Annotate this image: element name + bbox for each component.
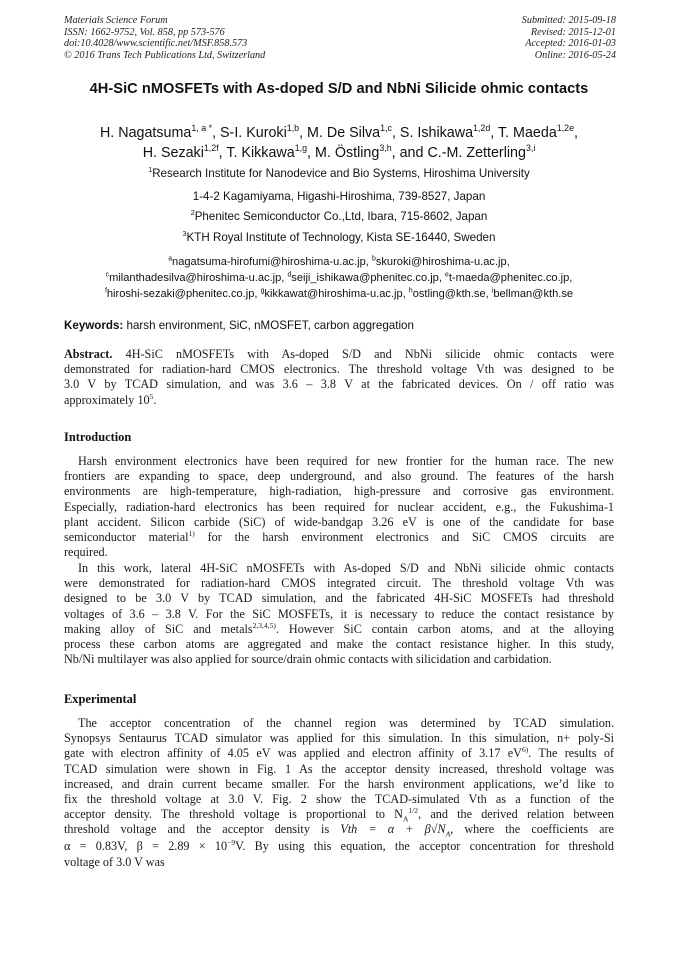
author-name: T. Kikkawa <box>226 145 295 161</box>
author-affil-marker: 1,g <box>294 143 308 154</box>
date-accepted: Accepted: 2016-01-03 <box>525 38 616 50</box>
affiliation-1-address: 1-4-2 Kagamiyama, Higashi-Hiroshima, 739-8527, Japan <box>192 190 486 203</box>
citation: 6) <box>521 745 529 755</box>
author-name: S. Ishikawa <box>399 125 474 141</box>
experimental-paragraph: The acceptor concentration of the channel region was determined by TCAD simulation. Synopsys Sentaurus TCAD simulator was applied for this simulation. In this simulation, n+ poly-Si gate with electron affinity of 4.05 eV was applied and electron affinity of 3.17 $eV^{6)}$. The results of TCAD simulation were shown in Fig. 1 As the acceptor density increased, threshold voltage was increased, and drain current became smaller. For the harsh environment applications, we’d like to fix the threshold voltage at 3.0 V. Fig. 2 show the TCAD-simulated Vth as a function of the acceptor density. The threshold voltage is proportional to $N_A^{1/2}$, and the derived relation between threshold voltage and the acceptor density is Vth = $\alpha + \beta√N_A$, where the coefficients are α = 0.83V, $\beta = 2.89 \times 10^{-9}V$. By using this equation, the acceptor concentration for threshold voltage of 3.0 V was <box>64 716 614 869</box>
email-line-1: $^a$nagatsuma-hirofumi@hiroshima-u.ac.jp, $^b$skuroki@hiroshima-u.ac.jp, <box>168 255 510 268</box>
journal-info <box>64 15 265 61</box>
citation: 2,3,4,5) <box>252 620 276 630</box>
author-line-1: H. Nagatsuma$^{1, a *}$, S-I. Kuroki$^{1,b}$, M. De Silva$^{1,c}$, S. Ishikawa$^{1,2d}$, T. Maeda$^{1,2e}$, <box>99 123 579 141</box>
author-affil-marker: 3,h <box>379 143 392 154</box>
author-name: H. Nagatsuma <box>99 125 192 141</box>
author-name: T. Maeda <box>497 125 557 141</box>
date-submitted: Submitted: 2015-09-18 <box>521 15 616 26</box>
email-link: ostling@kth.se, <box>412 288 489 301</box>
author-name: M. Östling <box>314 145 380 161</box>
introduction-paragraph-1: Harsh environment electronics have been required for new frontier for the human race. The new frontiers are expanding to space, deep underground, and also ground. The features of the harsh environments are high-temperature, high-radiation, high-pressure and corrosive gas environment. Especially, radiation-hard electronics has been required for nuclear accident, e.g., the Fukushima-1 plant accident. Silicon carbide (SiC) of wide-bandgap 3.26 eV is one of the candidate for base semiconductor material$^{1)}$ for the harsh environment electronics and SiC CMOS circuits are required. <box>64 454 614 560</box>
equation-coefficients: α = 0.83V, β = 2.89 × 10 <box>64 839 228 854</box>
section-heading-introduction: Introduction <box>64 430 132 444</box>
email-link: seiji_ishikawa@phenitec.co.jp, <box>291 272 442 285</box>
author-name: C.-M. Zetterling <box>427 145 526 161</box>
author-affil-marker: 3,i <box>525 143 536 154</box>
author-affil-marker: 1,2e <box>556 123 575 134</box>
author-affil-marker: 1,b <box>286 123 300 134</box>
keywords <box>64 319 414 332</box>
citation: 1) <box>188 528 195 538</box>
author-name: S-I. Kuroki <box>220 125 287 141</box>
email-link: kikkawat@hiroshima-u.ac.jp, <box>264 288 406 301</box>
author-affil-marker: 1,c <box>380 123 392 134</box>
author-affil-marker: 1,2f <box>203 143 219 154</box>
email-link: hiroshi-sezaki@phenitec.co.jp, <box>106 288 258 301</box>
email-link: milanthadesilva@hiroshima-u.ac.jp, <box>109 272 285 285</box>
author-affil-marker: 1, a * <box>191 123 213 134</box>
email-link: bellman@kth.se <box>493 288 574 301</box>
email-link: t-maeda@phenitec.co.jp, <box>448 272 573 285</box>
affiliation-2: $^2$Phenitec Semiconductor Co.,Ltd, Ibara, 715-8602, Japan <box>190 208 488 223</box>
equation-vth: Vth = $\alpha + \beta√N_A$ <box>340 822 451 839</box>
keywords-label: Keywords: <box>64 319 124 332</box>
abstract-label: Abstract. <box>64 347 113 361</box>
journal-issn: ISSN: 1662-9752, Vol. 858, pp 573-576 <box>64 26 225 38</box>
author-name: H. Sezaki <box>142 145 204 161</box>
author-list <box>0 123 678 163</box>
email-link: skuroki@hiroshima-u.ac.jp, <box>375 256 510 268</box>
email-list <box>0 254 678 303</box>
email-line-3: $^f$hiroshi-sezaki@phenitec.co.jp, $^g$kikkawat@hiroshima-u.ac.jp, $^h$ostling@kth.se, $^i$bellman@kth.se <box>104 287 574 301</box>
date-online: Online: 2016-05-24 <box>534 49 616 61</box>
abstract: Abstract. 4H-SiC nMOSFETs with As-doped S/D and NbNi silicide ohmic contacts were demonstrated for radiation-hard CMOS electronics. The threshold voltage Vth was designed to be 3.0 V by TCAD simulation, and was 3.6 – 3.8 V at the fabricated devices. On / off ratio was approximately $10^5$. <box>64 347 614 407</box>
journal-copyright: © 2016 Trans Tech Publications Ltd, Switzerland <box>64 49 266 61</box>
date-revised: Revised: 2015-12-01 <box>530 26 616 38</box>
journal-doi: doi:10.4028/www.scientific.net/MSF.858.573 <box>64 38 248 50</box>
author-line-2: H. Sezaki$^{1,2f}$, T. Kikkawa$^{1,g}$, M. Östling$^{3,h}$, and C.-M. Zetterling$^{3,i}$ <box>142 143 536 161</box>
author-name: M. De Silva <box>307 125 381 141</box>
section-heading-experimental: Experimental <box>64 692 137 706</box>
email-line-2: $^c$milanthadesilva@hiroshima-u.ac.jp, $^d$seiji_ishikawa@phenitec.co.jp, $^e$t-maeda@phenitec.co.jp, <box>105 271 573 285</box>
affiliation-1: $^1$Research Institute for Nanodevice and Bio Systems, Hiroshima University <box>148 165 530 180</box>
email-link: nagatsuma-hirofumi@hiroshima-u.ac.jp, <box>172 256 369 268</box>
introduction-paragraph-2: In this work, lateral 4H-SiC nMOSFETs with As-doped S/D and NbNi silicide ohmic contacts were demonstrated for radiation-hard CMOS integrated circuit. The threshold voltage Vth was designed to be 3.0 V by TCAD simulation, and the fabricated 4H-SiC MOSFETs had threshold voltages of 3.6 – 3.8 V. For the SiC MOSFETs, it is necessary to reduce the contact resistance by making alloy of SiC and metals$^{2,3,4,5)}$. However SiC contain carbon atoms, and at the alloying process these carbon atoms are aggregated and make the contact resistance higher. In this study, Nb/Ni multilayer was also applied for source/drain ohmic contacts with silicidation and carbidation. <box>64 561 614 667</box>
author-affil-marker: 1,2d <box>473 123 491 134</box>
paper-title: 4H-SiC nMOSFETs with As-doped S/D and NbNi Silicide ohmic contacts <box>89 81 589 97</box>
keywords-text: harsh environment, SiC, nMOSFET, carbon aggregation <box>126 319 414 332</box>
affiliation-3: $^3$KTH Royal Institute of Technology, Kista SE-16440, Sweden <box>182 229 496 244</box>
submission-dates <box>522 15 616 61</box>
journal-name: Materials Science Forum <box>64 15 168 26</box>
